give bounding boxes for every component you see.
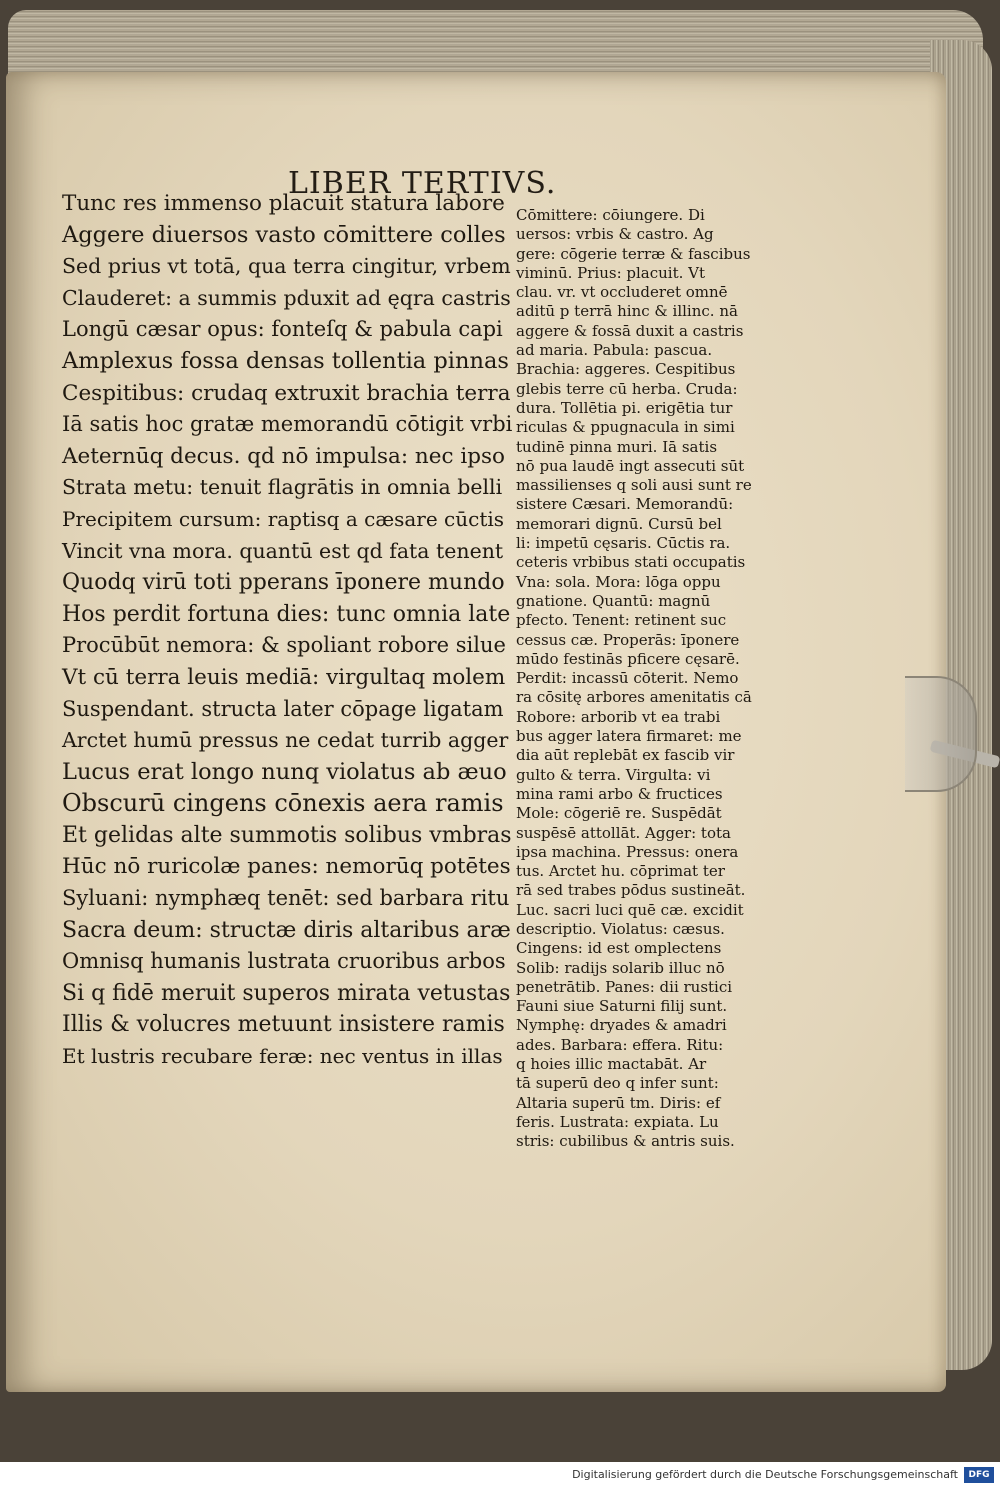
verse-line: Hos perdit fortuna dies: tunc omnia late: [62, 601, 511, 627]
dfg-logo-icon: DFG: [964, 1467, 994, 1483]
commentary-line: penetrātib. Panes: dii rustici: [516, 977, 733, 996]
commentary-line: li: impetū cęsaris. Cūctis ra.: [516, 534, 731, 553]
commentary-line: stris: cubilibus & antris suis.: [516, 1132, 735, 1151]
commentary-column: [516, 206, 778, 1152]
commentary-line: clau. vr. vt occluderet omnē: [516, 283, 728, 302]
commentary-line: descriptio. Violatus: cæsus.: [516, 919, 725, 938]
commentary-line: ad maria. Pabula: pascua.: [516, 341, 713, 360]
verse-line: Omnisq humanis lustrata cruoribus arbos: [62, 949, 506, 974]
commentary-line: gnatione. Quantū: magnū: [516, 591, 711, 610]
verse-line: Strata metu: tenuit flagrātis in omnia belli: [62, 475, 503, 500]
commentary-line: viminū. Prius: placuit. Vt: [516, 263, 706, 282]
commentary-line: tus. Arctet hu. cōprimat ter: [516, 862, 725, 881]
verse-line: Sed prius vt totā, qua terra cingitur, vrbem: [62, 254, 511, 279]
commentary-line: Mole: cōgeriē re. Suspēdāt: [516, 804, 722, 823]
verse-line: Hūc nō ruricolæ panes: nemorūq potētes: [62, 854, 511, 880]
verse-line: Procūbūt nemora: & spoliant robore silue: [62, 633, 506, 658]
verse-line: Precipitem cursum: raptisq a cæsare cūctis: [62, 506, 505, 531]
page-clip-icon: [905, 676, 977, 792]
commentary-line: Robore: arborib vt ea trabi: [516, 707, 721, 726]
commentary-line: Cingens: id est omplectens: [516, 939, 722, 958]
commentary-line: dura. Tollētia pi. erigētia tur: [516, 398, 733, 417]
commentary-line: glebis terre cū herba. Cruda:: [516, 379, 738, 398]
commentary-line: bus agger latera firmaret: me: [516, 727, 742, 746]
commentary-line: gulto & terra. Virgulta: vi: [516, 765, 711, 784]
commentary-line: tā superū deo q infer sunt:: [516, 1074, 719, 1093]
commentary-line: tudinē pinna muri. Iā satis: [516, 437, 718, 456]
verse-line: Si q fidē meruit superos mirata vetustas: [62, 980, 511, 1006]
commentary-line: Perdit: incassū cōterit. Nemo: [516, 669, 739, 688]
commentary-line: Luc. sacri luci quē cæ. excidit: [516, 900, 744, 919]
commentary-line: gere: cōgerie terræ & fascibus: [516, 244, 751, 263]
commentary-line: aggere & fossā duxit a castris: [516, 321, 744, 340]
verse-line: Aggere diuersos vasto cōmittere colles: [62, 221, 506, 248]
verse-line: Amplexus fossa densas tollentia pinnas: [62, 347, 509, 374]
commentary-line: rā sed trabes pōdus sustineāt.: [516, 881, 746, 900]
verse-line: Et gelidas alte summotis solibus vmbras: [62, 822, 512, 848]
commentary-line: mina rami arbo & fructices: [516, 784, 723, 803]
commentary-line: sistere Cæsari. Memorandū:: [516, 495, 734, 514]
commentary-line: uersos: vrbis & castro. Ag: [516, 225, 714, 244]
commentary-line: ra cōsitę arbores amenitatis cā: [516, 688, 752, 707]
verse-line: Clauderet: a summis pduxit ad ęqra castris: [62, 285, 511, 310]
verse-line: Iā satis hoc gratæ memorandū cōtigit vrbi: [62, 412, 513, 437]
commentary-line: memorari dignū. Cursū bel: [516, 514, 722, 533]
verse-line: Syluani: nymphæq tenēt: sed barbara ritu: [62, 886, 510, 911]
verse-line: Cespitibus: crudaq extruxit brachia terra: [62, 380, 511, 406]
commentary-line: ipsa machina. Pressus: onera: [516, 842, 739, 861]
commentary-line: ades. Barbara: effera. Ritu:: [516, 1035, 724, 1054]
commentary-line: Altaria superū tm. Diris: ef: [516, 1093, 721, 1112]
verse-line: Et lustris recubare feræ: nec ventus in illas: [62, 1044, 503, 1069]
commentary-line: Cōmittere: cōiungere. Di: [516, 206, 705, 224]
commentary-line: Brachia: aggeres. Cespitibus: [516, 360, 736, 379]
commentary-line: mūdo festinās pficere cęsarē.: [516, 649, 740, 668]
commentary-line: Fauni siue Saturni filij sunt.: [516, 997, 728, 1016]
commentary-line: dia aūt replebāt ex fascib vir: [516, 746, 735, 765]
verse-line: Aeternūq decus. qd nō impulsa: nec ipso: [62, 443, 505, 469]
commentary-line: aditū p terrā hinc & illinc. nā: [516, 302, 738, 321]
commentary-line: riculas & ppugnacula in simi: [516, 418, 735, 437]
verse-line: Vt cū terra leuis mediā: virgultaq molem: [62, 664, 506, 690]
verse-line: Sacra deum: structæ diris altaribus aræ: [62, 917, 511, 943]
commentary-line: feris. Lustrata: expiata. Lu: [516, 1112, 719, 1131]
verse-line: Illis & volucres metuunt insistere ramis: [62, 1012, 505, 1038]
commentary-line: Nymphę: dryades & amadri: [516, 1016, 727, 1035]
commentary-line: ceteris vrbibus stati occupatis: [516, 553, 746, 572]
commentary-line: nō pua laudē ingt assecuti sūt: [516, 456, 745, 475]
verse-line: Lucus erat longo nunq violatus ab æuo: [62, 758, 507, 785]
commentary-line: suspēsē attollāt. Agger: tota: [516, 823, 731, 842]
footer-bar: [0, 1462, 1000, 1490]
running-head: LIBER TERTIVS.: [288, 166, 557, 201]
commentary-line: pfecto. Tenent: retinent suc: [516, 611, 727, 630]
main-verse-column: [62, 188, 512, 1073]
commentary-line: q hoies illic mactabāt. Ar: [516, 1055, 707, 1074]
verse-line: Tunc res immenso placuit statura labore: [62, 191, 505, 216]
verse-line: Suspendant. structa later cōpage ligatam: [62, 696, 504, 721]
funding-credit: Digitalisierung gefördert durch die Deutsche Forschungsgemeinschaft: [572, 1468, 958, 1481]
commentary-line: Solib: radijs solarib illuc nō: [516, 958, 725, 977]
verse-line: Arctet humū pressus ne cedat turrib agger: [62, 728, 509, 753]
verse-line: Quodq virū toti pperans īponere mundo: [62, 570, 505, 596]
commentary-line: cessus cæ. Properās: īponere: [516, 630, 740, 649]
commentary-line: Vna: sola. Mora: lōga oppu: [516, 572, 721, 591]
verse-line: Obscurū cingens cōnexis aera ramis: [62, 789, 504, 818]
verse-line: Vincit vna mora. quantū est qd fata tenent: [62, 538, 504, 563]
verse-line: Longū cæsar opus: fonteſq & pabula capi: [62, 317, 503, 342]
commentary-line: massilienses q soli ausi sunt re: [516, 476, 752, 495]
